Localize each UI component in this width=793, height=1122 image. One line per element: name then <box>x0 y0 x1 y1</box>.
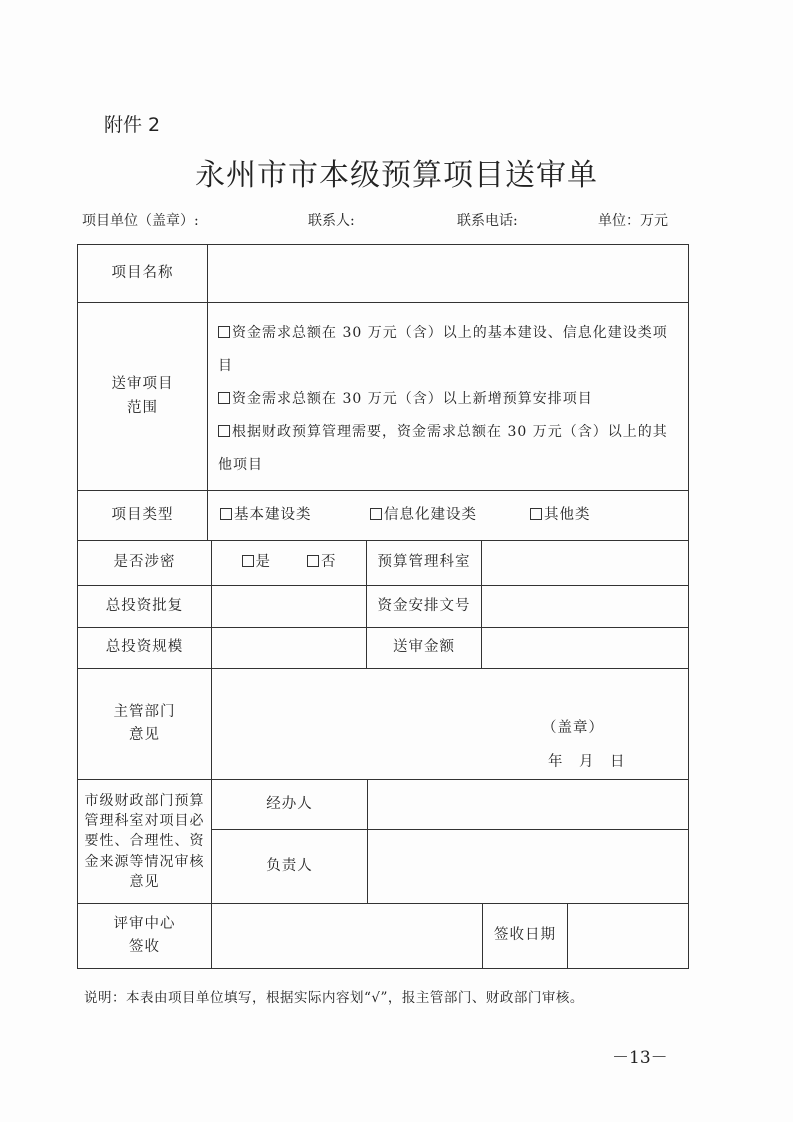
scope-option-1[interactable]: 资金需求总额在 30 万元（含）以上的基本建设、信息化建设类项目 <box>218 325 668 374</box>
scope-options <box>207 302 689 491</box>
checkbox[interactable] <box>370 508 382 520</box>
investment-approval-field[interactable] <box>211 585 367 628</box>
scope-label: 送审项目范围 <box>77 302 208 491</box>
responsible-label: 负责人 <box>211 829 368 904</box>
header-unit: 项目单位（盖章）: <box>82 213 199 229</box>
scope-option-2[interactable]: 资金需求总额在 30 万元（含）以上新增预算安排项目 <box>218 383 680 416</box>
header-currency: 单位：万元 <box>598 213 668 229</box>
checkbox[interactable] <box>218 425 230 437</box>
review-center-field[interactable] <box>211 903 483 969</box>
checkbox[interactable] <box>218 326 230 338</box>
type-option-3[interactable]: 其他类 <box>530 504 591 527</box>
dept-opinion-field[interactable] <box>211 668 689 780</box>
project-name-label: 项目名称 <box>77 244 208 303</box>
receipt-date-label: 签收日期 <box>482 903 568 969</box>
amount-label: 送审金额 <box>366 627 482 669</box>
type-option-2[interactable]: 信息化建设类 <box>370 504 530 527</box>
amount-field[interactable] <box>481 627 689 669</box>
receipt-date-field[interactable] <box>567 903 689 969</box>
checkbox[interactable] <box>220 508 232 520</box>
date-label: 年 月 日 <box>548 754 626 770</box>
attachment-label: 附件 2 <box>104 114 161 136</box>
page-number: －13－ <box>612 1048 668 1068</box>
header-contact: 联系人: <box>308 213 355 229</box>
investment-scale-label: 总投资规模 <box>77 627 212 669</box>
type-options <box>207 490 689 541</box>
secret-yes[interactable]: 是 <box>242 551 272 574</box>
investment-scale-field[interactable] <box>211 627 367 669</box>
investment-approval-label: 总投资批复 <box>77 585 212 628</box>
type-option-1[interactable]: 基本建设类 <box>220 504 370 527</box>
checkbox[interactable] <box>242 555 254 567</box>
secret-options <box>211 540 367 586</box>
type-label: 项目类型 <box>77 490 208 541</box>
checkbox[interactable] <box>530 508 542 520</box>
note-text: 说明：本表由项目单位填写，根据实际内容划“√”，报主管部门、财政部门审核。 <box>84 990 584 1006</box>
scope-option-3[interactable]: 根据财政预算管理需要，资金需求总额在 30 万元（含）以上的其他项目 <box>218 424 668 473</box>
checkbox[interactable] <box>307 555 319 567</box>
responsible-field[interactable] <box>367 829 689 904</box>
fund-doc-field[interactable] <box>481 585 689 628</box>
header-phone: 联系电话: <box>457 213 518 229</box>
project-name-field[interactable] <box>207 244 689 303</box>
checkbox[interactable] <box>218 392 230 404</box>
handler-label: 经办人 <box>211 779 368 830</box>
fund-doc-label: 资金安排文号 <box>366 585 482 628</box>
review-center-label: 评审中心签收 <box>77 903 212 969</box>
finance-opinion-label: 市级财政部门预算管理科室对项目必要性、合理性、资金来源等情况审核意见 <box>77 779 212 904</box>
secret-no[interactable]: 否 <box>307 551 337 574</box>
document-title: 永州市市本级预算项目送审单 <box>195 158 598 193</box>
seal-label: （盖章） <box>542 720 604 736</box>
handler-field[interactable] <box>367 779 689 830</box>
secret-label: 是否涉密 <box>77 540 212 586</box>
dept-opinion-label: 主管部门意见 <box>77 668 212 780</box>
budget-office-label: 预算管理科室 <box>366 540 482 586</box>
budget-office-field[interactable] <box>481 540 689 586</box>
